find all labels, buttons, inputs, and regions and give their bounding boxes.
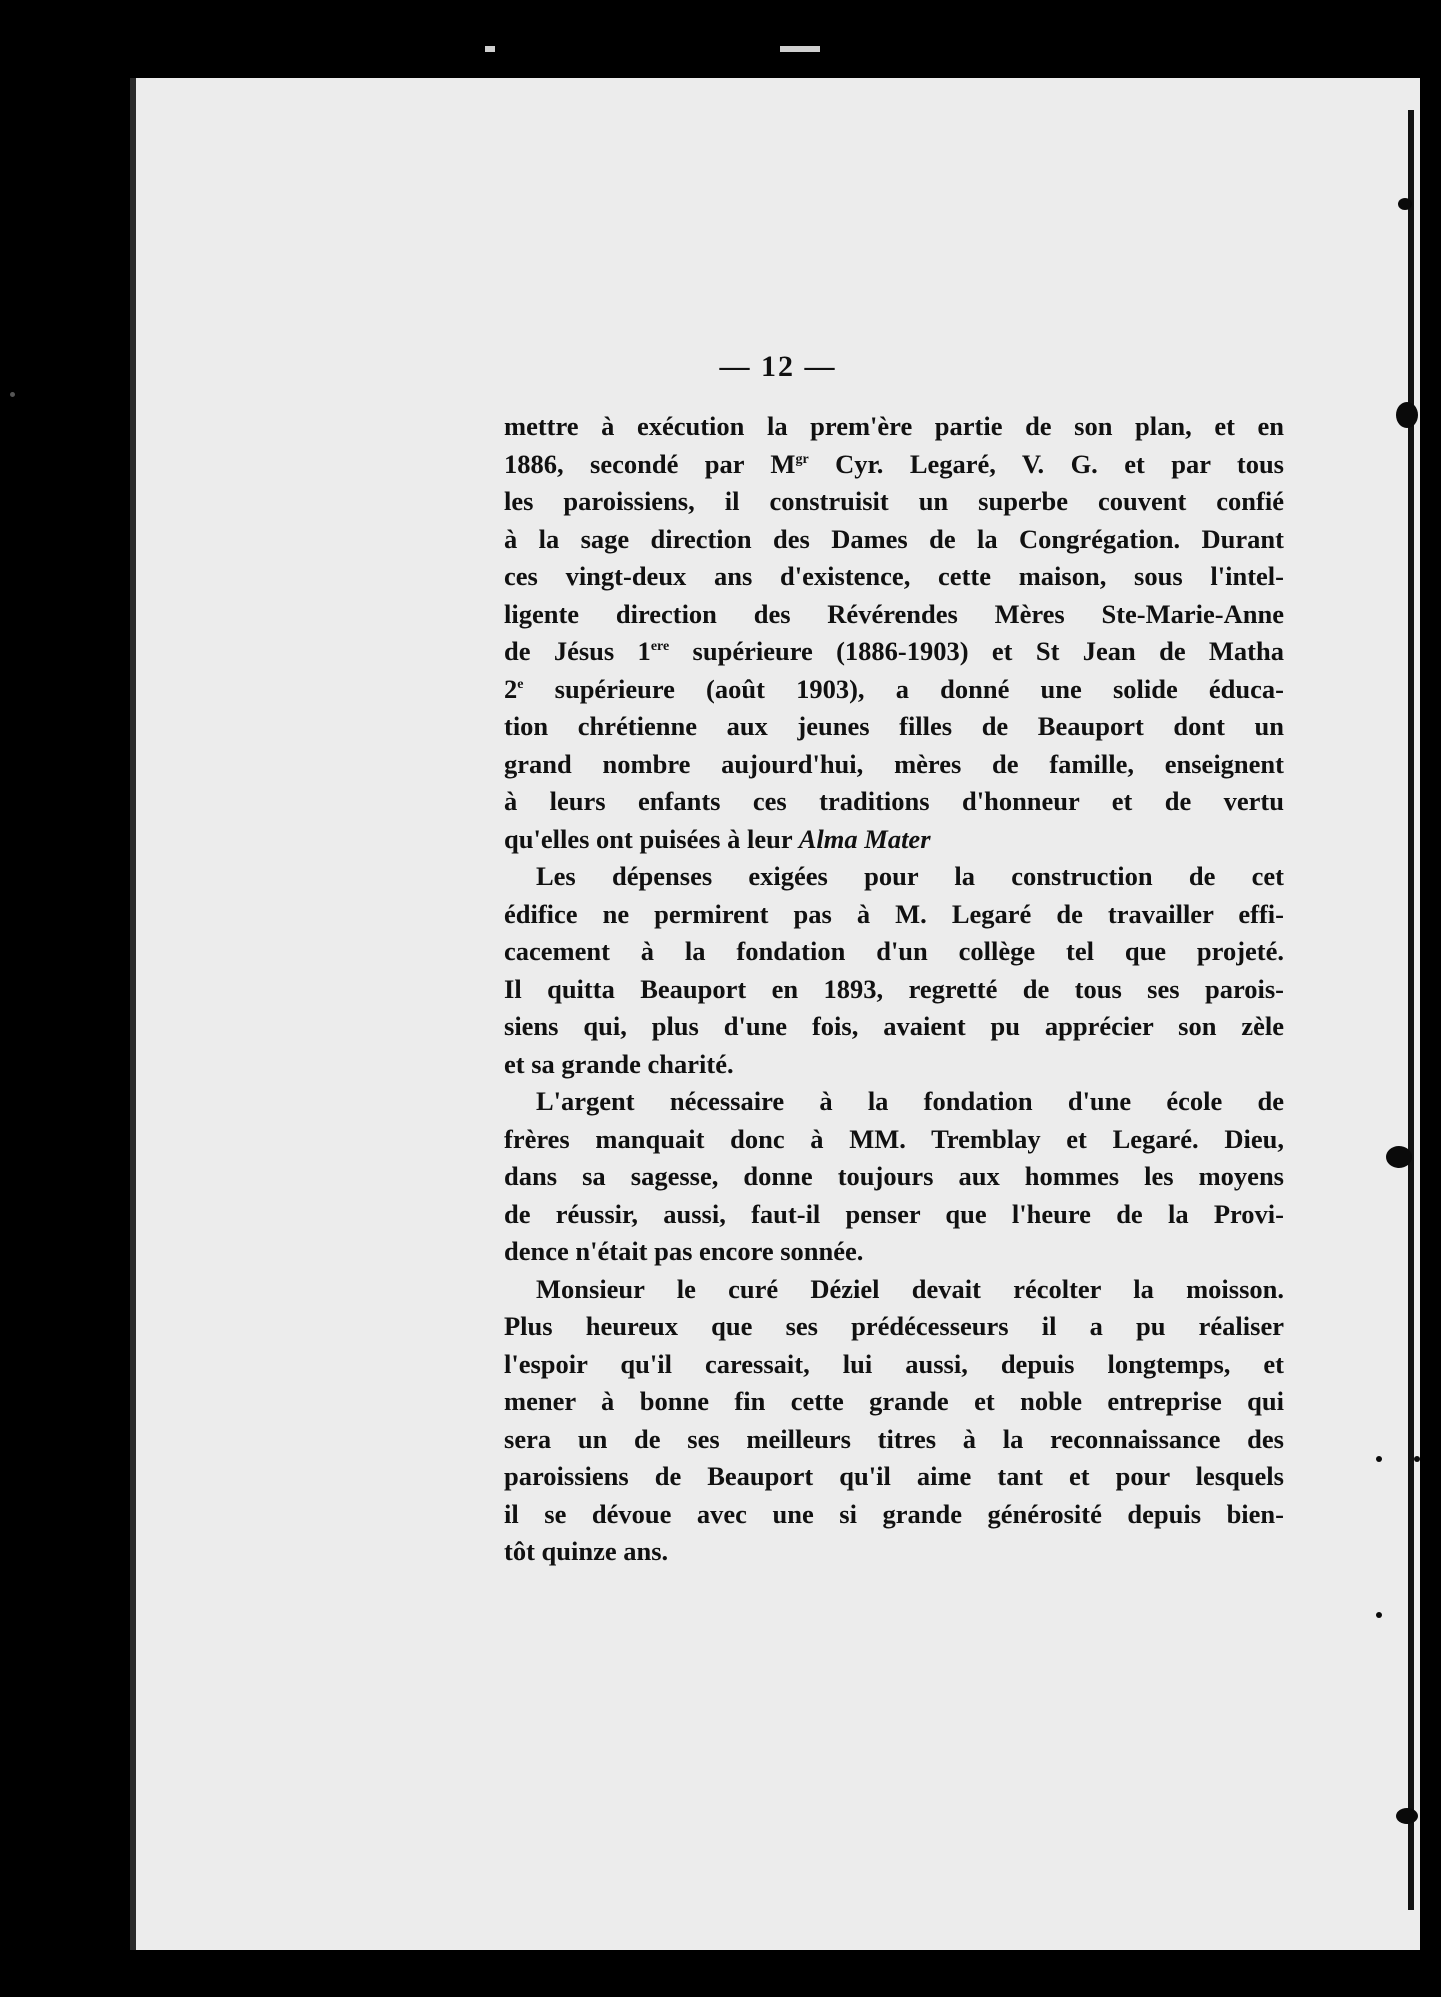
text-line <box>504 1458 1284 1496</box>
scan-artifact <box>485 46 495 52</box>
book-page <box>130 78 1420 1950</box>
edge-artifact <box>1414 1456 1420 1462</box>
text-line <box>504 483 1284 521</box>
text-line-content: de réussir, aussi, faut-il penser que l'heure de la Provi- <box>504 1198 1284 1229</box>
page-number: — 12 — <box>719 350 837 383</box>
text-line-content: Les dépenses exigées pour la construction de cet <box>536 861 1284 891</box>
text-line-content: cacement à la fondation d'un collège tel que projeté. <box>504 936 1284 966</box>
text-line-content: frères manquait donc à MM. Tremblay et Legaré. Dieu, <box>504 1123 1284 1154</box>
text-line-content: 2 <box>504 673 518 704</box>
edge-artifact <box>1376 1612 1382 1618</box>
text-line-content: mener à bonne fin cette grande et noble entreprise qui <box>504 1386 1284 1416</box>
text-line-content: Monsieur le curé Déziel devait récolter la moisson. <box>536 1273 1284 1304</box>
text-line <box>504 971 1284 1009</box>
text-line-content: 1886, secondé par M <box>504 448 796 479</box>
text-line-content: qu'elles ont puisées à leur <box>504 823 799 854</box>
edge-artifact <box>1386 1146 1412 1168</box>
text-line-content: L'argent nécessaire à la fondation d'une école de <box>536 1086 1284 1116</box>
text-line-content: tion chrétienne aux jeunes filles de Beauport dont un <box>504 711 1284 741</box>
text-line <box>504 1158 1284 1196</box>
text-line <box>504 858 1284 896</box>
text-line-content: dans sa sagesse, donne toujours aux hommes les moyens <box>504 1161 1284 1191</box>
text-line <box>504 521 1284 559</box>
text-line <box>504 1383 1284 1421</box>
text-line <box>504 1121 1284 1159</box>
text-line <box>504 1533 1284 1571</box>
text-line-content: paroissiens de Beauport qu'il aime tant et pour lesquels <box>504 1461 1284 1491</box>
text-line-content: grand nombre aujourd'hui, mères de famille, enseignent <box>504 748 1284 779</box>
text-line <box>504 1271 1284 1309</box>
text-line-continuation: Cyr. Legaré, V. G. et par tous <box>808 448 1284 479</box>
text-line <box>504 1346 1284 1384</box>
text-line <box>504 896 1284 934</box>
text-line <box>504 746 1284 784</box>
page-edge-shadow <box>1408 110 1414 1910</box>
text-line-content: à leurs enfants ces traditions d'honneur et de vertu <box>504 786 1284 816</box>
text-line <box>504 596 1284 634</box>
text-line-content: de Jésus 1 <box>504 636 651 666</box>
text-line <box>504 933 1284 971</box>
edge-artifact <box>1398 198 1412 210</box>
text-line <box>504 1046 1284 1084</box>
text-line-content: sera un de ses meilleurs titres à la reconnaissance des <box>504 1423 1284 1454</box>
text-line-continuation: supérieure (août 1903), a donné une solide éduca- <box>523 673 1284 704</box>
superscript: ere <box>650 639 670 654</box>
text-line-content: les paroissiens, il construisit un superbe couvent confié <box>504 486 1284 516</box>
text-line <box>504 671 1284 709</box>
text-line <box>504 446 1284 484</box>
text-line-content: mettre à exécution la prem'ère partie de son plan, et en <box>504 411 1284 441</box>
text-line-content: l'espoir qu'il caressait, lui aussi, depuis longtemps, et <box>504 1348 1284 1379</box>
text-line <box>504 558 1284 596</box>
text-line <box>504 783 1284 821</box>
text-line-content: dence n'était pas encore sonnée. <box>504 1236 864 1266</box>
body-text <box>504 408 1284 1571</box>
italic-phrase: Alma Mater <box>798 823 931 854</box>
text-line-content: à la sage direction des Dames de la Congrégation. Durant <box>504 523 1284 554</box>
edge-artifact <box>1396 1808 1418 1824</box>
edge-artifact <box>1376 1456 1382 1462</box>
text-line <box>504 408 1284 446</box>
edge-artifact <box>1396 402 1418 428</box>
text-line <box>504 1308 1284 1346</box>
edge-artifact <box>10 392 15 397</box>
text-line <box>504 1083 1284 1121</box>
superscript: e <box>517 676 524 692</box>
text-line-content: ces vingt-deux ans d'existence, cette maison, sous l'intel- <box>504 561 1284 591</box>
text-line <box>504 821 1284 859</box>
text-line-content: ligente direction des Révérendes Mères Ste-Marie-Anne <box>504 598 1284 629</box>
text-line <box>504 1496 1284 1534</box>
text-line-content: siens qui, plus d'une fois, avaient pu apprécier son zèle <box>504 1011 1284 1041</box>
text-line-content: Il quitta Beauport en 1893, regretté de tous ses parois- <box>504 973 1284 1004</box>
text-line <box>504 1421 1284 1459</box>
text-line-content: il se dévoue avec une si grande générosité depuis bien- <box>504 1498 1284 1529</box>
superscript: gr <box>795 451 809 467</box>
text-line <box>504 633 1284 671</box>
scan-artifact <box>780 46 820 52</box>
text-line-content: Plus heureux que ses prédécesseurs il a pu réaliser <box>504 1311 1284 1341</box>
text-line <box>504 708 1284 746</box>
text-line <box>504 1233 1284 1271</box>
text-line <box>504 1196 1284 1234</box>
text-line <box>504 1008 1284 1046</box>
text-line-content: et sa grande charité. <box>504 1048 734 1079</box>
text-line-content: édifice ne permirent pas à M. Legaré de travailler effi- <box>504 898 1284 929</box>
text-line-content: tôt quinze ans. <box>504 1536 669 1566</box>
text-line-continuation: supérieure (1886-1903) et St Jean de Matha <box>669 636 1284 666</box>
